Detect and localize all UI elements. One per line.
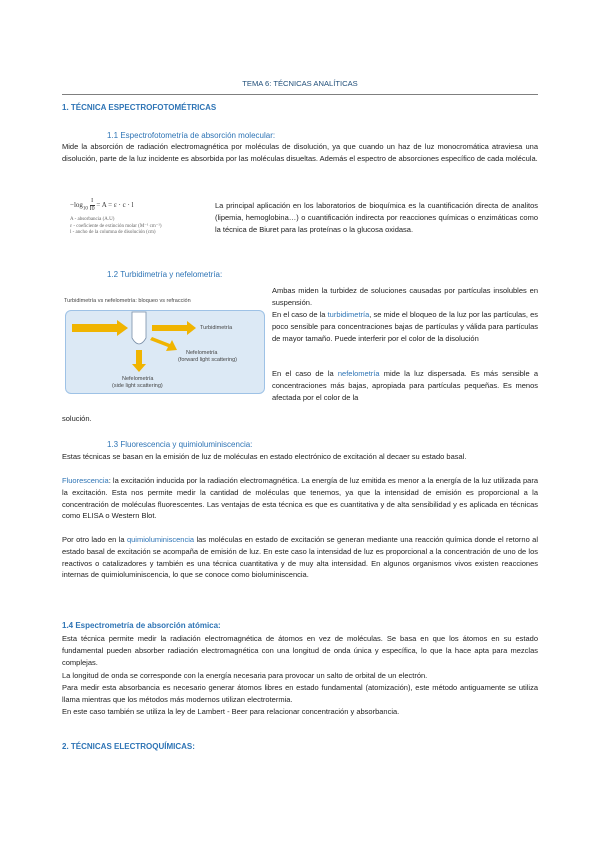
section-1-4-paragraph-1: Esta técnica permite medir la radiación electromagnética de átomos en vez de moléculas. Se basa en que los átomos en su estado fundamental pueden absorber radiación electromagnética con una longitud de onda única y específica, lo que la hace apta para mezclas complejas. xyxy=(62,634,538,667)
section-1-2-nephelometry: En el caso de la nefelometría mide la luz dispersada. Es más sensible a concentraciones más bajas, apropiada para partículas pequeñas. Es menos afectada por el color de la xyxy=(272,369,538,402)
formula-legend-line: ε - coeficiente de extinción molar (M⁻¹ cm⁻¹) xyxy=(70,223,162,229)
section-1-1-applications: La principal aplicación en los laboratorios de bioquímica es la cuantificación directa de analitos (lipemia, hemoglobina…) o cuantificación indirecta por reacciones químicas o enzimáticas como la técnica de Biuret para las proteínas o la glucosa oxidasa. xyxy=(215,201,538,234)
side-scatter-arrow xyxy=(132,350,146,372)
section-1-1-heading: 1.1 Espectrofotometría de absorción molecular: xyxy=(107,131,276,140)
diagram-graphic xyxy=(62,292,266,400)
term-turbidimetry: turbidimetría xyxy=(327,310,370,319)
section-1-2-turbidimetry: En el caso de la turbidimetría, se mide el bloqueo de la luz por las partículas, es poco sensible para concentraciones bajas de partículas y válida para partículas de mayor tamaño. Puede interferir por el color de la disolución xyxy=(272,310,538,343)
section-1-2-tail: solución. xyxy=(62,414,92,423)
label-side-scattering: (side light scattering) xyxy=(112,383,163,389)
section-1-2-heading: 1.2 Turbidimetría y nefelometría: xyxy=(107,270,223,279)
term-nephelometry: nefelometría xyxy=(337,369,380,378)
section-1-3-fluorescence: Fluorescencia: la excitación inducida por la radiación electromagnética. La energía de luz emitida es menor a la energía de la luz utilizada para la excitación. Esta nos permite medir la cantidad de moléculas que tenemos, ya que la intensidad de emisión es proporcional a la concentración de moléculas fluorescentes. Las ventajas de esta técnica es que es cuantitativa y de alta sensibilidad y es aplicada en técnicas como ELISA o Western Blot. xyxy=(62,476,538,521)
section-1-4-paragraph-2: La longitud de onda se corresponde con la energía necesaria para provocar un salto de orbital de un electrón. xyxy=(62,671,428,680)
beer-lambert-formula xyxy=(70,198,210,237)
diagram-title: Turbidimetría vs nefelometría: bloqueo vs refracción xyxy=(64,298,191,304)
section-1-3-intro: Estas técnicas se basan en la emisión de luz de moléculas en estado electrónico de excitación al decaer su estado basal. xyxy=(62,452,467,461)
section-1-4-heading: 1.4 Espectrometría de absorción atómica: xyxy=(62,621,221,630)
formula-legend-line: l - ancho de la columna de disolución (cm) xyxy=(70,230,156,235)
forward-scatter-arrow xyxy=(150,337,177,351)
formula-equation: $-\log_{10}$ $\frac{I}{I0}$ = A = ε · c · l xyxy=(70,198,134,212)
incident-light-arrow xyxy=(72,320,128,336)
section-1-heading: 1. TÉCNICA ESPECTROFOTOMÉTRICAS xyxy=(62,103,217,112)
section-1-3-chemiluminescence: Por otro lado en la quimioluminiscencia las moléculas en estado de excitación se generan mediante una reacción química donde el retorno al estado basal de excitación se acompaña de emisión de luz. En este caso la intensidad de luz es proporcional a la concentración de uno de los reactivos o catalizadores y también es una técnica cuantitativa y de muy alta intensidad. En algunos organismos vivos existen reacciones internas de quimioluminiscencia, lo que se conoce como bioluminiscencia. xyxy=(62,535,538,580)
label-nephelometry-side: Nefelometría xyxy=(122,376,154,382)
title-underline xyxy=(62,94,538,95)
turbidimetry-nephelometry-diagram xyxy=(62,292,266,400)
term-fluorescence: Fluorescencia xyxy=(62,476,109,485)
document-title: TEMA 6: TÉCNICAS ANALÍTICAS xyxy=(242,79,358,88)
section-1-1-paragraph: Mide la absorción de radiación electromagnética por moléculas de disolución, ya que cuando un haz de luz monocromática atraviesa una disolución, parte de la luz incidente es absorbida por las moléculas disueltas. Además el espectro de absorciones específico de cada molécula. xyxy=(62,142,538,163)
label-turbidimetry: Turbidimetría xyxy=(200,325,233,331)
section-1-4-paragraph-4: En este caso también se utiliza la ley de Lambert - Beer para relacionar concentración y absorbancia. xyxy=(62,707,400,716)
section-1-3-heading: 1.3 Fluorescencia y quimioluminiscencia: xyxy=(107,440,253,449)
label-nephelometry-forward: Nefelometría xyxy=(186,350,218,356)
term-chemiluminescence: quimioluminiscencia xyxy=(126,535,195,544)
transmitted-light-arrow xyxy=(152,321,196,335)
formula-legend-line: A - absorbancia (A.U) xyxy=(70,217,115,222)
section-1-2-intro: Ambas miden la turbidez de soluciones causadas por partículas insolubles en suspensión. xyxy=(272,286,538,307)
label-forward-scattering: (forward light scattering) xyxy=(178,357,237,363)
sample-tube-icon xyxy=(132,312,146,344)
section-1-4-paragraph-3: Para medir esta absorbancia es necesario generar átomos libres en estado fundamental (atomización), este método antiguamente se utiliza llama mientras que los métodos más modernos utilizan electrotermia. xyxy=(62,683,538,704)
section-2-heading: 2. TÉCNICAS ELECTROQUÍMICAS: xyxy=(62,742,195,751)
